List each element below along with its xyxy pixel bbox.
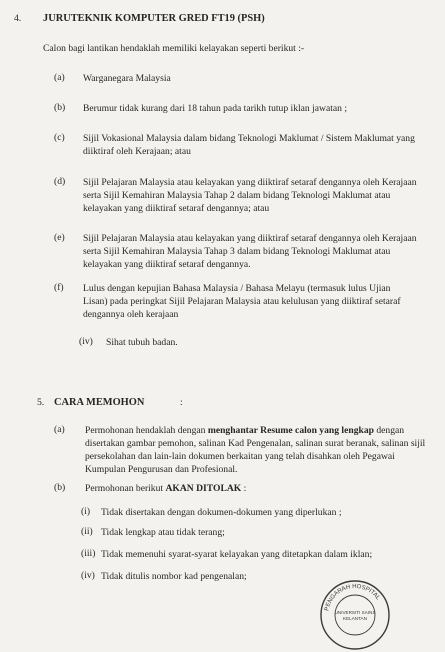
s5-b-ii-text: Tidak lengkap atau tidak terang; [101,527,225,538]
section-4-intro: Calon bagi lantikan hendaklah memiliki kelayakan seperti berikut :- [43,43,305,54]
item-a-text: Warganegara Malaysia [83,73,171,84]
item-e-line-1: Sijil Pelajaran Malaysia atau kelayakan yang diiktiraf setaraf dengannya oleh Kerajaan [83,233,417,244]
item-c-line-1: Sijil Vokasional Malaysia dalam bidang Teknologi Maklumat / Sistem Maklumat yang [83,133,415,144]
item-iv-label: (iv) [79,336,93,347]
item-d-line-1: Sijil Pelajaran Malaysia atau kelayakan yang diiktiraf setaraf dengannya oleh Kerajaan [83,177,417,188]
item-e-label: (e) [54,232,65,243]
item-c-line-2: diiktiraf oleh Kerajaan; atau [83,146,191,157]
section-4-number: 4. [14,13,22,24]
section-5-colon: : [180,397,183,408]
item-f-label: (f) [54,282,64,293]
section-4-title: JURUTEKNIK KOMPUTER GRED FT19 (PSH) [43,13,265,24]
item-f-line-2: Lisan) pada peringkat Sijil Pelajaran Malaysia atau kelulusan yang diiktiraf setaraf [83,296,401,307]
item-b-text: Berumur tidak kurang dari 18 tahun pada tarikh tutup iklan jawatan ; [83,103,348,114]
s5-a-line-2: disertakan gambar pemohon, salinan Kad Pengenalan, salinan surat beranak, salinan sijil [85,438,426,449]
s5-b-iii-label: (iii) [81,548,96,559]
item-iv-text: Sihat tubuh badan. [106,337,178,348]
s5-a-label: (a) [54,424,65,435]
item-f-line-3: dengannya oleh kerajaan [83,309,179,320]
stamp-center-line-2: KELANTAN [343,616,367,621]
s5-a-line-3: persekolahan dan lain-lain dokumen berkaitan yang telah disahkan oleh Pegawai [85,451,395,462]
s5-b-iv-text: Tidak ditulis nombor kad pengenalan; [101,571,247,582]
s5-b-text: Permohonan berikut AKAN DITOLAK : [85,483,247,494]
s5-b-iii-text: Tidak memenuhi syarat-syarat kelayakan yang ditetapkan dalam iklan; [101,549,373,560]
item-d-line-3: kelayakan yang diiktiraf setaraf dengannya; atau [83,203,270,214]
item-f-line-1: Lulus dengan kepujian Bahasa Malaysia / Bahasa Melayu (termasuk lulus Ujian [83,283,391,294]
stamp-top-text: PENGARAH HOSPITAL [324,583,381,612]
item-e-line-2: serta Sijil Kemahiran Malaysia Tahap 3 dalam bidang Teknologi Maklumat atau [83,246,391,257]
s5-b-iv-label: (iv) [81,570,95,581]
section-5-title: CARA MEMOHON [54,397,145,408]
item-c-label: (c) [54,132,65,143]
item-d-label: (d) [54,176,66,187]
item-a-label: (a) [54,72,65,83]
s5-a-line-4: Kumpulan Pengurusan dan Profesional. [85,464,238,475]
official-stamp [318,578,392,652]
s5-b-label: (b) [54,482,66,493]
item-e-line-3: kelayakan yang diiktiraf setaraf dengannya. [83,259,251,270]
s5-b-ii-label: (ii) [81,526,93,537]
s5-a-line-1: Permohonan hendaklah dengan menghantar Resume calon yang lengkap dengan [85,425,405,436]
section-5-number: 5. [37,397,45,408]
s5-b-i-text: Tidak disertakan dengan dokumen-dokumen yang diperlukan ; [101,507,342,518]
s5-b-i-label: (i) [81,506,91,517]
item-b-label: (b) [54,102,66,113]
item-d-line-2: serta Sijil Kemahiran Malaysia Tahap 2 dalam bidang Teknologi Maklumat atau [83,190,391,201]
stamp-center-line-1: UNIVERSITI SAINS [334,610,376,615]
